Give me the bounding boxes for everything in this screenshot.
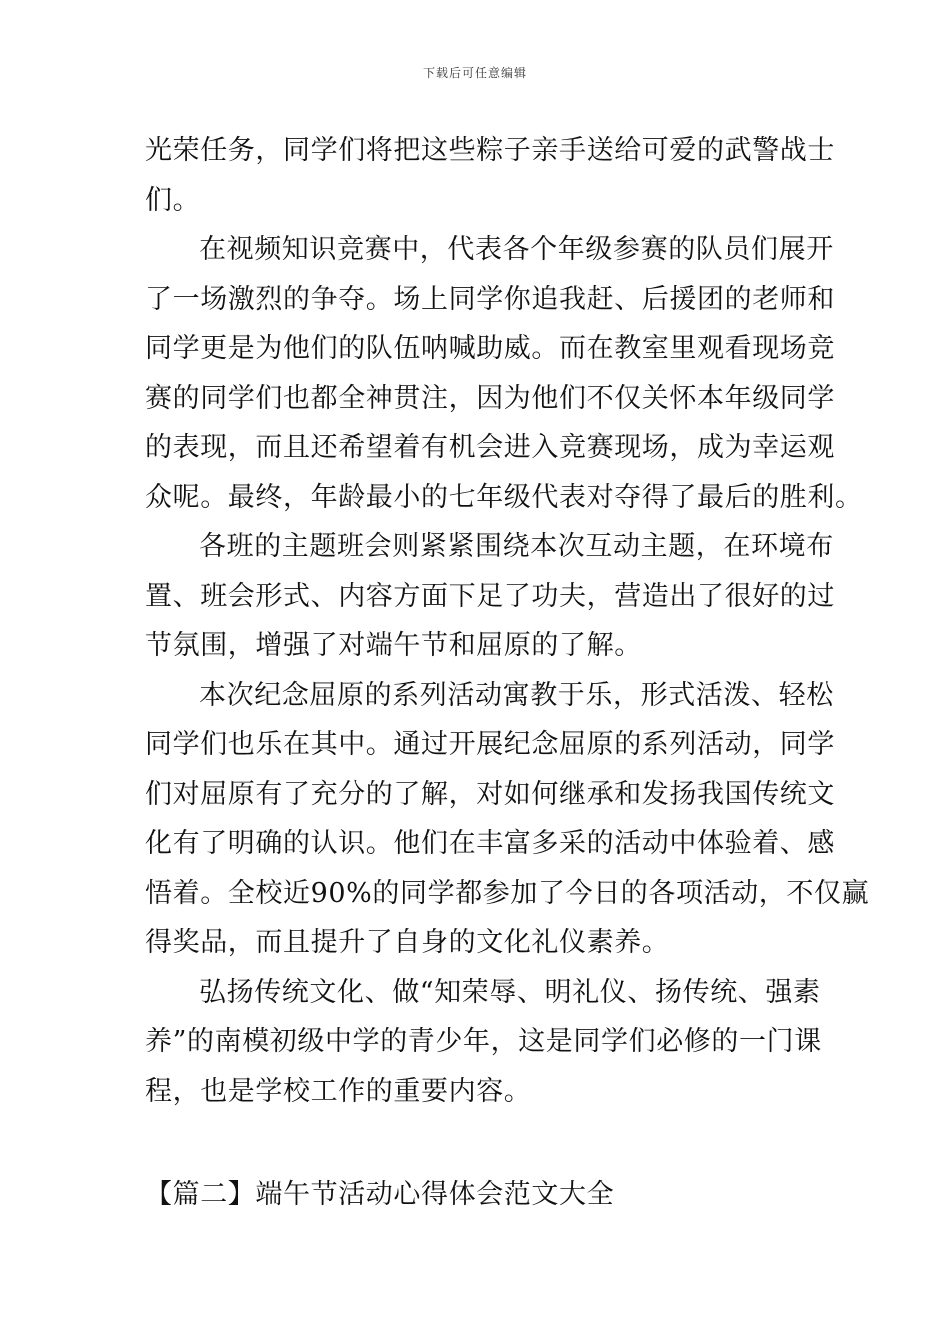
text-line: 程，也是学校工作的重要内容。: [145, 1075, 532, 1107]
text-line: 养”的南模初级中学的青少年，这是同学们必修的一门课: [145, 1026, 822, 1057]
paragraph-1: [145, 126, 835, 225]
text-line: 光荣任务，同学们将把这些粽子亲手送给可爱的武警战士: [145, 135, 835, 166]
text-line: 置、班会形式、内容方面下足了功夫，营造出了很好的过: [145, 580, 835, 612]
paragraph-3: [145, 522, 835, 671]
text-line: 弘扬传统文化、做“知荣辱、明礼仪、扬传统、强素: [199, 976, 821, 1008]
text-line: 了一场激烈的争夺。场上同学你追我赶、后援团的老师和: [145, 283, 835, 315]
text-line: 悟着。全校近90%的同学都参加了今日的各项活动，不仅赢: [145, 877, 870, 909]
text-line: 节氛围，增强了对端午节和屈原的了解。: [145, 630, 642, 661]
section-title: 【篇二】端午节活动心得体会范文大全: [145, 1179, 615, 1210]
text-line: 各班的主题班会则紧紧围绕本次互动主题，在环境布: [199, 531, 834, 562]
page-header: 下载后可任意编辑: [422, 66, 527, 80]
paragraph-5: [145, 968, 822, 1117]
text-line: 的表现，而且还希望着有机会进入竞赛现场，成为幸运观: [145, 432, 835, 463]
text-line: 本次纪念屈原的系列活动寓教于乐，形式活泼、轻松: [199, 679, 834, 711]
text-line: 们。: [145, 184, 201, 216]
document-body: [145, 126, 870, 1116]
text-line: 化有了明确的认识。他们在丰富多采的活动中体验着、感: [145, 828, 835, 859]
text-line: 们对屈原有了充分的了解，对如何继承和发扬我国传统文: [145, 778, 835, 810]
text-line: 得奖品，而且提升了自身的文化礼仪素养。: [145, 927, 670, 958]
text-line: 在视频知识竞赛中，代表各个年级参赛的队员们展开: [199, 234, 834, 265]
text-line: 赛的同学们也都全神贯注，因为他们不仅关怀本年级同学: [145, 382, 835, 414]
paragraph-2: [145, 225, 863, 522]
text-line: 众呢。最终，年龄最小的七年级代表对夺得了最后的胜利。: [145, 481, 863, 513]
text-line: 同学更是为他们的队伍呐喊助威。而在教室里观看现场竞: [145, 333, 835, 364]
text-line: 同学们也乐在其中。通过开展纪念屈原的系列活动，同学: [145, 729, 835, 760]
paragraph-4: [145, 671, 870, 968]
